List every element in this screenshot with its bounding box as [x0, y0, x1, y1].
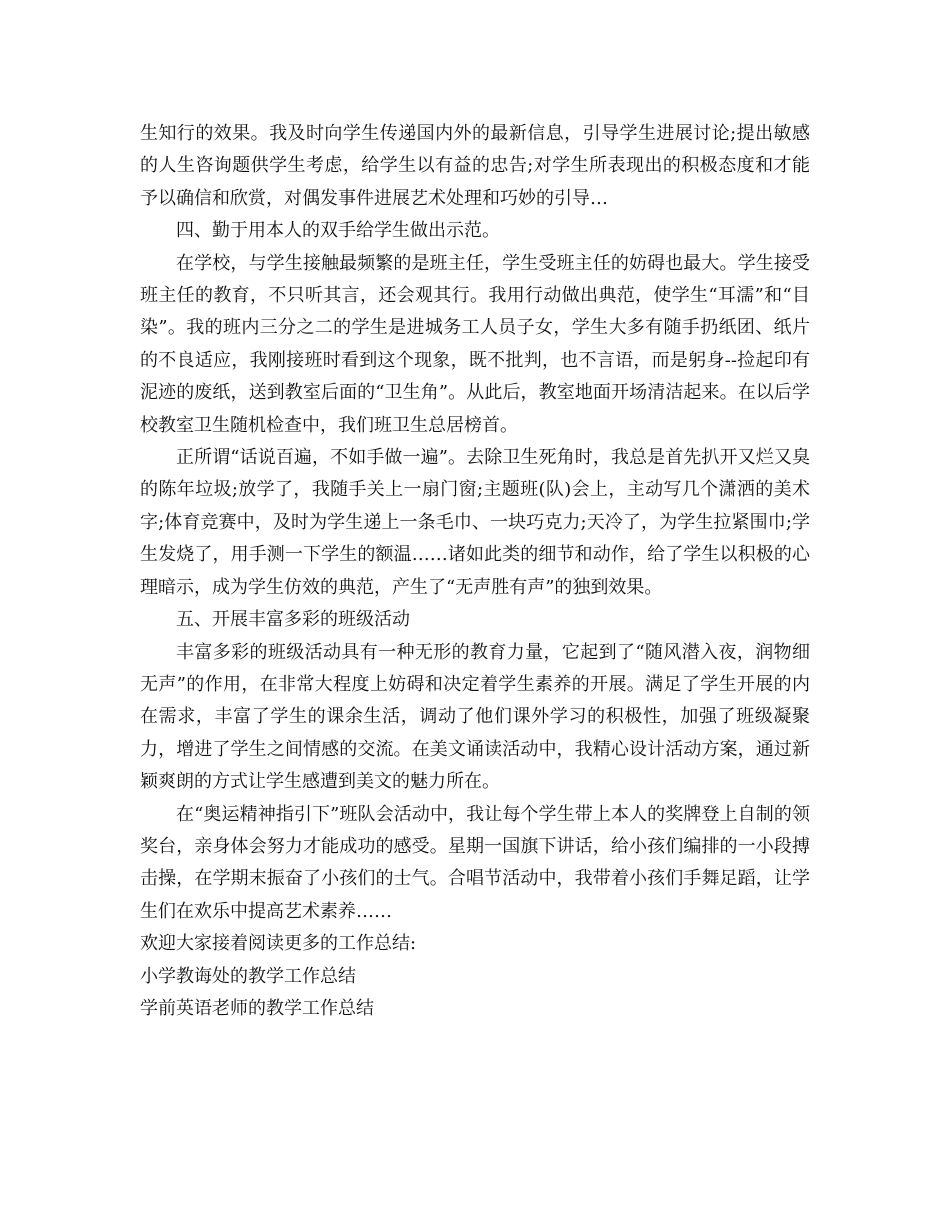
paragraph-continuation: 生知行的效果。我及时向学生传递国内外的最新信息，引导学生进展讨论;提出敏感的人生咨询题供学生考虑，给学生以有益的忠告;对学生所表现出的积极态度和才能予以确信和欣赏，对偶发事件进展艺术处理和巧妙的引导… — [140, 123, 810, 209]
paragraph-class-activities: 丰富多彩的班级活动具有一种无形的教育力量，它起到了“随风潜入夜，润物细无声”的作用，在非常大程度上妨碍和决定着学生素养的开展。满足了学生开展的内在需求，丰富了学生的课余生活，调动了他们课外学习的积极性，加强了班级凝聚力，增进了学生之间情感的交流。在美文诵读活动中，我精心设计活动方案，通过新颖爽朗的方式让学生感遭到美文的魅力所在。 — [140, 641, 810, 793]
paragraph-details: 正所谓“话说百遍，不如手做一遍”。去除卫生死角时，我总是首先扒开又烂又臭的陈年垃圾;放学了，我随手关上一扇门窗;主题班(队)会上，主动写几个潇洒的美术字;体育竞赛中，及时为学生递上一条毛巾、一块巧克力;天冷了，为学生拉紧围巾;学生发烧了，用手测一下学生的额温……诸如此类的细节和动作，给了学生以积极的心理暗示，成为学生仿效的典范，产生了“无声胜有声”的独到效果。 — [140, 447, 810, 598]
related-link-primary-school[interactable]: 小学教诲处的教学工作总结 — [140, 965, 356, 987]
related-reading-intro: 欢迎大家接着阅读更多的工作总结: — [140, 933, 417, 955]
section-heading-five: 五、开展丰富多彩的班级活动 — [176, 609, 410, 631]
section-heading-four: 四、勤于用本人的双手给学生做出示范。 — [176, 220, 500, 242]
related-link-item[interactable] — [140, 993, 810, 1025]
paragraph-teacher-example: 在学校，与学生接触最频繁的是班主任，学生受班主任的妨碍也最大。学生接受班主任的教育，不只听其言，还会观其行。我用行动做出典范，使学生“耳濡”和“目染”。我的班内三分之二的学生是进城务工人员子女，学生大多有随手扔纸团、纸片的不良适应，我刚接班时看到这个现象，既不批判，也不言语，而是躬身--捡起印有泥迹的废纸，送到教室后面的“卫生角”。从此后，教室地面开场清洁起来。在以后学校教室卫生随机检查中，我们班卫生总居榜首。 — [140, 252, 810, 436]
related-link-item[interactable] — [140, 961, 810, 993]
related-link-preschool-english[interactable]: 学前英语老师的教学工作总结 — [140, 997, 374, 1019]
paragraph-olympic-activity: 在“奥运精神指引下”班队会活动中，我让每个学生带上本人的奖牌登上自制的领奖台，亲身体会努力才能成功的感受。星期一国旗下讲话，给小孩们编排的一小段搏击操，在学期末振奋了小孩们的士气。合唱节活动中，我带着小孩们手舞足蹈，让学生们在欢乐中提高艺术素养…… — [140, 803, 810, 922]
document-body — [140, 118, 810, 1025]
